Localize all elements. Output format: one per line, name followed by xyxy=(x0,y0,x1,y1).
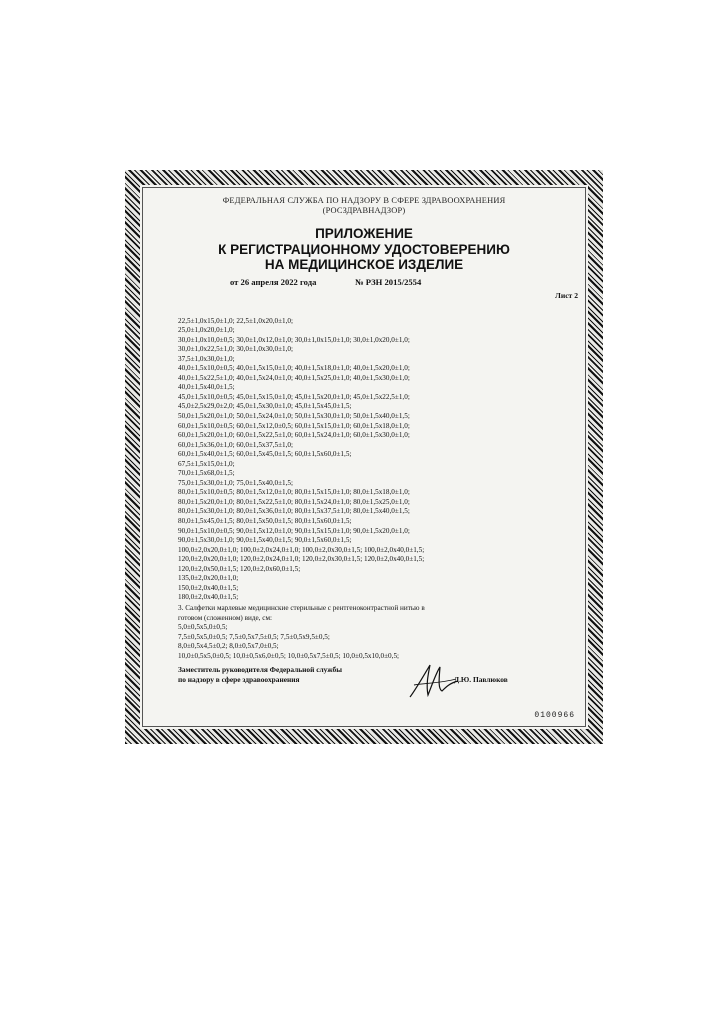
size-line: 120,0±2,0х50,0±1,5; 120,0±2,0х60,0±1,5; xyxy=(178,564,301,573)
size-line: 60,0±1,5х20,0±1,0; 60,0±1,5х22,5±1,0; 60,0±1,5х24,0±1,0; 60,0±1,5х30,0±1,0; xyxy=(178,431,410,440)
size-line: 60,0±1,5х36,0±1,0; 60,0±1,5х37,5±1,0; xyxy=(178,440,294,449)
title-line-1: ПРИЛОЖЕНИЕ xyxy=(315,226,413,241)
serial-number: 0100966 xyxy=(534,711,575,720)
document-title xyxy=(147,226,581,273)
agency-line-1: ФЕДЕРАЛЬНАЯ СЛУЖБА ПО НАДЗОРУ В СФЕРЕ ЗДРАВООХРАНЕНИЯ xyxy=(222,196,506,205)
size-line: 60,0±1,5х10,0±0,5; 60,0±1,5х12,0±0,5; 60,0±1,5х15,0±1,0; 60,0±1,5х18,0±1,0; xyxy=(178,421,410,430)
item-3-size-line: 10,0±0,5х5,0±0,5; 10,0±0,5х6,0±0,5; 10,0±0,5х7,5±0,5; 10,0±0,5х10,0±0,5; xyxy=(178,651,400,660)
sheet-number: Лист 2 xyxy=(555,290,578,300)
date-line xyxy=(147,277,581,289)
item-3-size-list xyxy=(178,623,581,661)
issue-date: от 26 апреля 2022 года xyxy=(230,276,317,287)
size-line: 25,0±1,0х20,0±1,0; xyxy=(178,326,235,335)
size-line: 80,0±1,5х10,0±0,5; 80,0±1,5х12,0±1,0; 80,0±1,5х15,0±1,0; 80,0±1,5х18,0±1,0; xyxy=(178,488,410,497)
size-line: 22,5±1,0х15,0±1,0; 22,5±1,0х20,0±1,0; xyxy=(178,316,294,325)
size-line: 100,0±2,0х20,0±1,0; 100,0±2,0х24,0±1,0; 100,0±2,0х30,0±1,5; 100,0±2,0х40,0±1,5; xyxy=(178,545,425,554)
agency-line-2: (РОСЗДРАВНАДЗОР) xyxy=(322,206,406,215)
agency-header xyxy=(147,196,581,216)
title-line-3: НА МЕДИЦИНСКОЕ ИЗДЕЛИЕ xyxy=(264,257,464,272)
size-line: 67,5±1,5х15,0±1,0; xyxy=(178,459,235,468)
size-line: 90,0±1,5х10,0±0,5; 90,0±1,5х12,0±1,0; 90,0±1,5х15,0±1,0; 90,0±1,5х20,0±1,0; xyxy=(178,526,410,535)
signature-block xyxy=(178,665,581,687)
title-line-2: К РЕГИСТРАЦИОННОМУ УДОСТОВЕРЕНИЮ xyxy=(218,241,510,257)
certificate-content xyxy=(147,194,581,722)
certificate-sheet xyxy=(125,170,603,744)
size-line: 90,0±1,5х30,0±1,0; 90,0±1,5х40,0±1,5; 90,0±1,5х60,0±1,5; xyxy=(178,536,352,545)
size-line: 40,0±1,5х10,0±0,5; 40,0±1,5х15,0±1,0; 40,0±1,5х18,0±1,0; 40,0±1,5х20,0±1,0; xyxy=(178,364,410,373)
size-line: 37,5±1,0х30,0±1,0; xyxy=(178,354,235,363)
item-3-size-line: 8,0±0,5х4,5±0,2; 8,0±0,5х7,0±0,5; xyxy=(178,642,279,651)
signer-position-1: Заместитель руководителя Федеральной службы xyxy=(178,665,342,675)
signer-position-2: по надзору в сфере здравоохранения xyxy=(178,675,300,685)
size-line: 75,0±1,5х30,0±1,0; 75,0±1,5х40,0±1,5; xyxy=(178,478,294,487)
item-3-size-line: 5,0±0,5х5,0±0,5; xyxy=(178,623,228,632)
size-line: 30,0±1,0х22,5±1,0; 30,0±1,0х30,0±1,0; xyxy=(178,345,294,354)
size-line: 150,0±2,0х40,0±1,5; xyxy=(178,583,239,592)
size-line: 30,0±1,0х10,0±0,5; 30,0±1,0х12,0±1,0; 30,0±1,0х15,0±1,0; 30,0±1,0х20,0±1,0; xyxy=(178,335,410,344)
size-line: 40,0±1,5х40,0±1,5; xyxy=(178,383,235,392)
size-line: 180,0±2,0х40,0±1,5; xyxy=(178,593,239,602)
size-line: 50,0±1,5х20,0±1,0; 50,0±1,5х24,0±1,0; 50,0±1,5х30,0±1,0; 50,0±1,5х40,0±1,5; xyxy=(178,411,410,420)
registration-number: № РЗН 2015/2554 xyxy=(355,276,422,287)
size-line: 60,0±1,5х40,0±1,5; 60,0±1,5х45,0±1,5; 60,0±1,5х60,0±1,5; xyxy=(178,450,352,459)
size-line: 80,0±1,5х20,0±1,0; 80,0±1,5х22,5±1,0; 80,0±1,5х24,0±1,0; 80,0±1,5х25,0±1,0; xyxy=(178,497,410,506)
size-line: 45,0±2,5х29,0±2,0; 45,0±1,5х30,0±1,0; 45,0±1,5х45,0±1,5; xyxy=(178,402,352,411)
handwritten-signature xyxy=(406,661,461,701)
size-line: 135,0±2,0х20,0±1,0; xyxy=(178,574,239,583)
size-line: 70,0±1,5х68,0±1,5; xyxy=(178,469,235,478)
signer-name: Д.Ю. Павлюков xyxy=(454,675,508,685)
item-3-line-1: 3. Салфетки марлевые медицинские стерильные с рентгеноконтрастной нитью в xyxy=(178,603,425,612)
size-line: 80,0±1,5х30,0±1,0; 80,0±1,5х36,0±1,0; 80,0±1,5х37,5±1,0; 80,0±1,5х40,0±1,5; xyxy=(178,507,410,516)
item-3-description xyxy=(178,604,581,623)
item-3-line-2: готовом (сложенном) виде, см: xyxy=(178,613,273,622)
item-3-size-line: 7,5±0,5х5,0±0,5; 7,5±0,5х7,5±0,5; 7,5±0,5х9,5±0,5; xyxy=(178,632,330,641)
size-line: 80,0±1,5х45,0±1,5; 80,0±1,5х50,0±1,5; 80,0±1,5х60,0±1,5; xyxy=(178,516,352,525)
size-line: 45,0±1,5х10,0±0,5; 45,0±1,5х15,0±1,0; 45,0±1,5х20,0±1,0; 45,0±1,5х22,5±1,0; xyxy=(178,392,410,401)
size-line: 120,0±2,0х20,0±1,0; 120,0±2,0х24,0±1,0; 120,0±2,0х30,0±1,5; 120,0±2,0х40,0±1,5; xyxy=(178,555,425,564)
size-line: 40,0±1,5х22,5±1,0; 40,0±1,5х24,0±1,0; 40,0±1,5х25,0±1,0; 40,0±1,5х30,0±1,0; xyxy=(178,373,410,382)
size-list xyxy=(178,317,581,603)
